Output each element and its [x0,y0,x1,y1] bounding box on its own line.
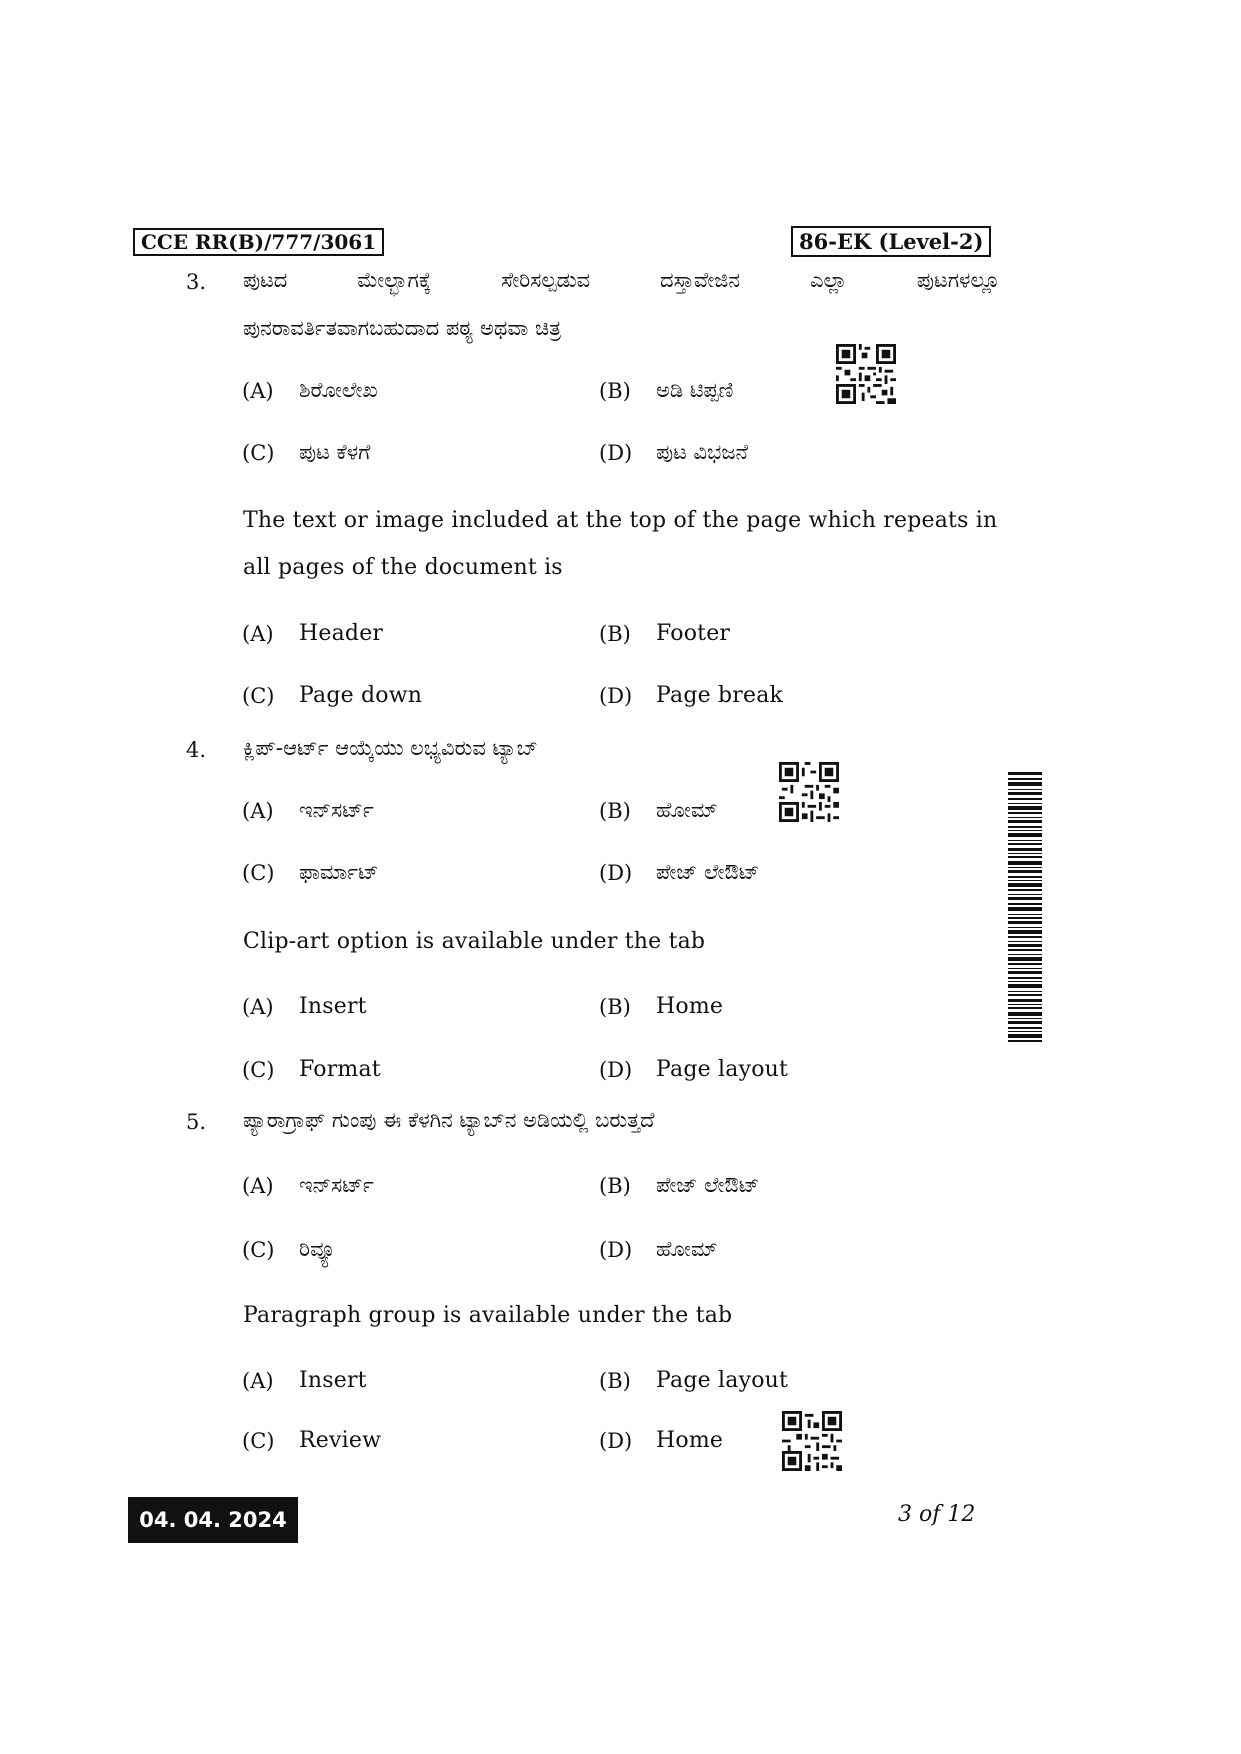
option-text: ಹೋಮ್ [656,798,718,822]
option-text: ಹೋಮ್ [656,1237,718,1261]
option-letter: (C) [242,861,275,885]
subject-code: 86-EK (Level-2) [791,226,991,257]
question-text-en-line1: The text or image included at the top of the page which repeats in [243,508,998,533]
barcode-icon [1008,772,1042,1042]
option-text: Footer [656,621,731,646]
option-letter: (C) [242,684,275,708]
option-text: Review [299,1428,382,1453]
option-text: ಫಾರ್ಮಾಟ್ [299,860,379,884]
option-text: Insert [299,1368,367,1393]
kn-word: ಎಲ್ಲಾ [809,268,847,292]
option-letter: (B) [599,1369,631,1393]
question-text-en: Clip-art option is available under the tab [243,929,706,954]
option-text: Home [656,1428,724,1453]
option-letter: (C) [242,1238,275,1262]
question-text-kn: ಕ್ಲಿಪ್-ಆರ್ಟ್ ಆಯ್ಕೆಯು ಲಭ್ಯವಿರುವ ಟ್ಯಾಬ್ [243,736,538,760]
option-text: ಪುಟ ವಿಭಜನೆ [656,440,748,464]
option-text: ಪುಟ ಕೆಳಗೆ [299,440,371,464]
kn-word: ಪುಟಗಳಲ್ಲೂ [916,268,1000,292]
question-text-en: Paragraph group is available under the tab [243,1303,733,1328]
option-text: ಶಿರೋಲೇಖ [299,378,378,402]
option-text: Insert [299,994,367,1019]
option-letter: (D) [599,861,633,885]
option-letter: (C) [242,1429,275,1453]
question-text-en-line2: all pages of the document is [243,555,563,580]
option-letter: (D) [599,684,633,708]
option-text: ಇನ್‌ಸರ್ಟ್ [299,1173,374,1197]
exam-date: 04. 04. 2024 [128,1497,298,1543]
question-text-kn-line1 [243,268,1000,293]
qr-code-icon [782,1411,842,1471]
kn-word: ಮೇಲ್ಭಾಗಕ್ಕೆ [357,268,432,292]
option-letter: (A) [242,379,274,403]
option-letter: (C) [242,1058,275,1082]
option-letter: (A) [242,995,274,1019]
option-text: ಇನ್‌ಸರ್ಟ್ [299,798,374,822]
option-text: Page break [656,683,784,708]
option-text: Page layout [656,1057,789,1082]
option-letter: (A) [242,622,274,646]
qr-code-icon [779,762,839,822]
option-text: Format [299,1057,381,1082]
qr-code-icon [836,344,896,404]
page-number: 3 of 12 [898,1502,976,1527]
option-letter: (B) [599,622,631,646]
question-number: 3. [186,270,207,294]
question-number: 5. [186,1110,207,1134]
option-letter: (B) [599,1174,631,1198]
question-number: 4. [186,738,207,762]
option-text: ರಿವ್ಯೂ [299,1237,336,1261]
kn-word: ಸೇರಿಸಲ್ಪಡುವ [501,268,591,292]
option-text: ಪೇಜ್ ಲೇಔಟ್ [656,860,760,884]
option-text: Home [656,994,724,1019]
option-letter: (B) [599,995,631,1019]
kn-word: ಪುಟದ [243,268,288,292]
option-letter: (D) [599,1058,633,1082]
question-text-kn-line2: ಪುನರಾವರ್ತಿತವಾಗಬಹುದಾದ ಪಠ್ಯ ಅಥವಾ ಚಿತ್ರ [243,316,562,340]
option-letter: (D) [599,1429,633,1453]
option-letter: (B) [599,799,631,823]
option-letter: (A) [242,1174,274,1198]
option-letter: (A) [242,799,274,823]
question-text-kn: ಪ್ಯಾರಾಗ್ರಾಫ್ ಗುಂಪು ಈ ಕೆಳಗಿನ ಟ್ಯಾಬ್‌ನ ಅಡಿಯಲ್ಲಿ ಬರುತ್ತದೆ [243,1108,655,1132]
kn-word: ದಸ್ತಾವೇಜಿನ [660,268,741,292]
option-text: ಅಡಿ ಟಿಪ್ಪಣಿ [656,378,734,402]
option-text: Header [299,621,384,646]
option-letter: (D) [599,441,633,465]
option-letter: (D) [599,1238,633,1262]
option-text: Page down [299,683,423,708]
option-text: ಪೇಜ್ ಲೇಔಟ್ [656,1173,760,1197]
option-letter: (A) [242,1369,274,1393]
paper-code: CCE RR(B)/777/3061 [133,228,384,256]
option-letter: (C) [242,441,275,465]
option-letter: (B) [599,379,631,403]
option-text: Page layout [656,1368,789,1393]
